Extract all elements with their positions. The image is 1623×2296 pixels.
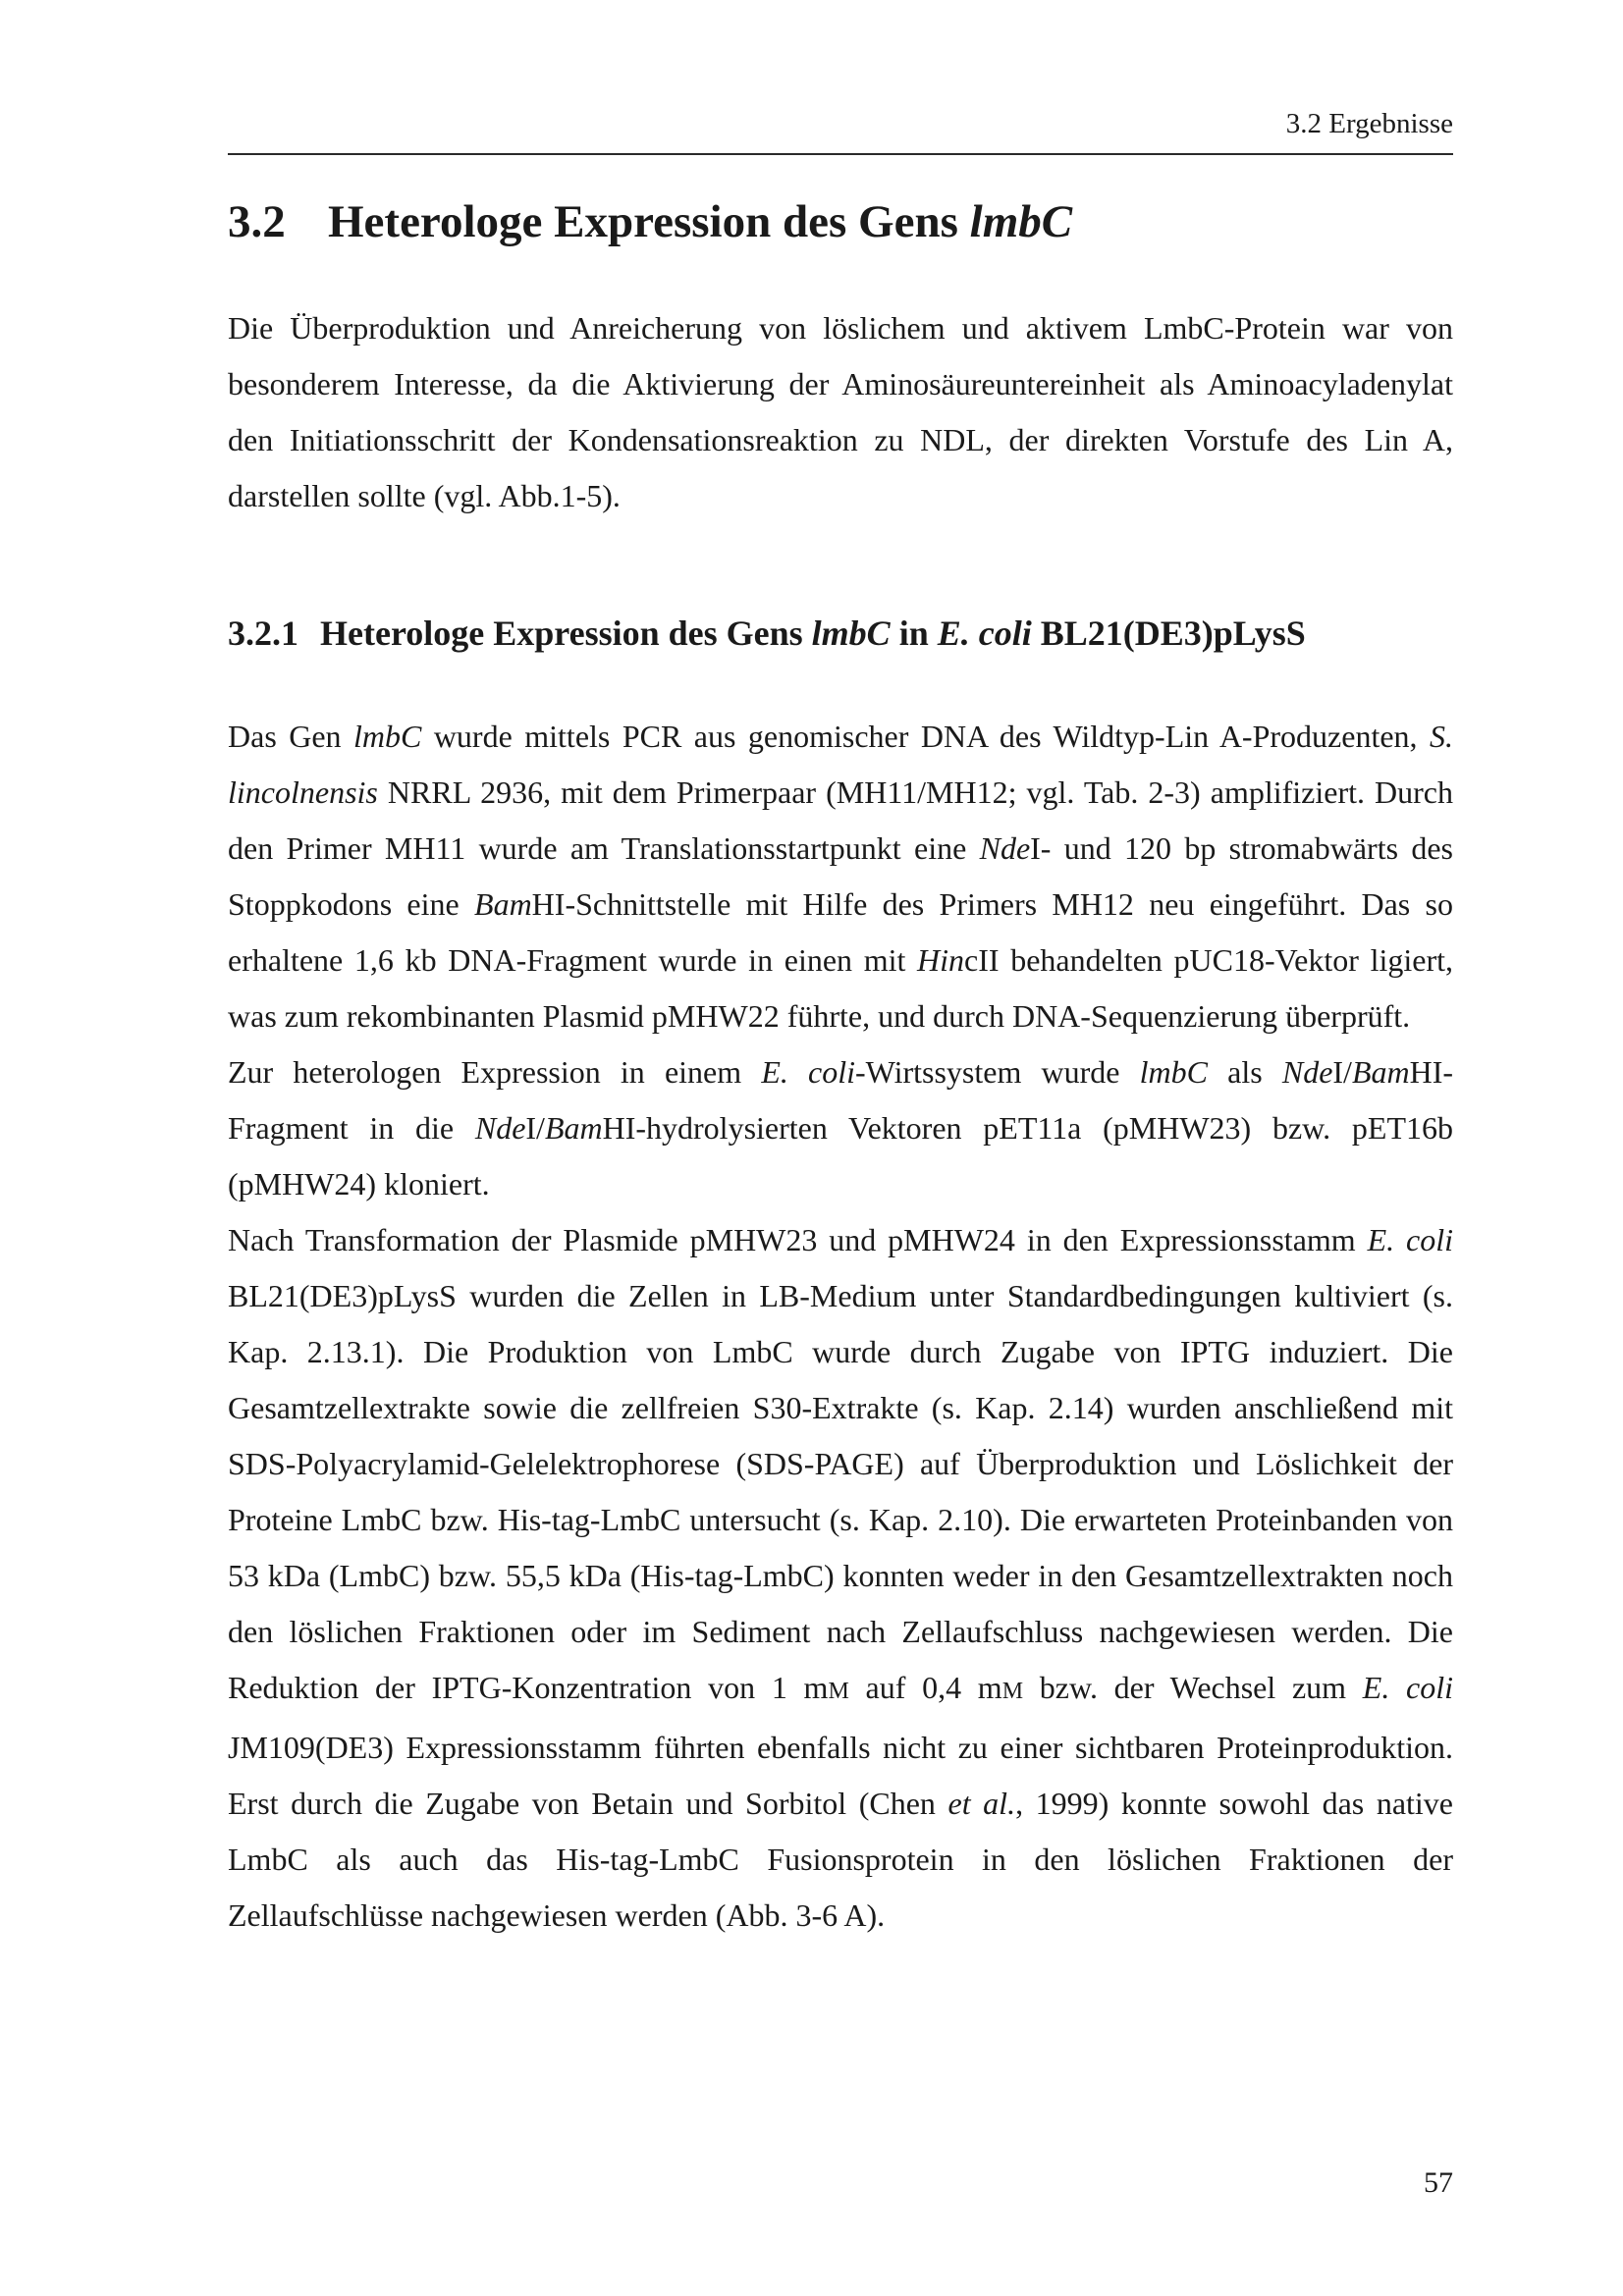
enzyme-name: Bam <box>1351 1054 1410 1090</box>
page-number: 57 <box>1424 2166 1453 2199</box>
running-header <box>228 106 1453 155</box>
body-text <box>228 709 1453 1944</box>
citation-etal: et al. <box>947 1786 1016 1821</box>
subsection-title-organism: E. coli <box>937 614 1032 653</box>
text-run: I/ <box>525 1110 545 1146</box>
paragraph-cloning <box>228 709 1453 1044</box>
section-title-gene: lmbC <box>969 196 1073 247</box>
text-run: Zur heterologen Expression in einem <box>228 1054 762 1090</box>
subsection-number: 3.2.1 <box>228 614 298 653</box>
text-run: I/ <box>1332 1054 1352 1090</box>
text-run: HI-Fragment in die <box>228 1054 1454 1146</box>
text-run: als <box>1207 1054 1282 1090</box>
text-run: Nach Transformation der Plasmide pMHW23 und pMHW24 in den Expressionsstamm <box>228 1222 1368 1257</box>
text-run: I- und 120 bp stromabwärts des Stoppkodons eine <box>228 830 1454 922</box>
organism-name: E. coli <box>1362 1670 1454 1705</box>
section-heading <box>228 192 1072 251</box>
enzyme-name: Hin <box>917 942 965 978</box>
unit-smallcap: M <box>828 1679 849 1704</box>
text-run: bzw. der Wechsel zum <box>1023 1670 1363 1705</box>
enzyme-name: Bam <box>544 1110 603 1146</box>
text-run: NRRL 2936, mit dem Primerpaar (MH11/MH12; vgl. Tab. 2-3) amplifiziert. Durch den Primer MH11 wurde am Translationsstartpunkt eine <box>228 774 1453 866</box>
running-title: 3.2 Ergebnisse <box>1285 108 1453 139</box>
gene-name: lmbC <box>1139 1054 1208 1090</box>
unit-smallcap: M <box>1001 1679 1024 1704</box>
paragraph-expression <box>228 1212 1453 1944</box>
subsection-heading <box>228 609 1306 658</box>
paragraph-subcloning <box>228 1044 1453 1212</box>
organism-name: E. coli <box>761 1054 855 1090</box>
subsection-title-part: Heterologe Expression des Gens <box>320 614 812 653</box>
subsection-title-gene: lmbC <box>811 614 891 653</box>
text-run: JM109(DE3) Expressionsstamm führten ebenfalls nicht zu einer sichtbaren Proteinproduktion. Erst durch die Zugabe von Betain und Sorbitol (Chen <box>228 1730 1453 1821</box>
enzyme-name: Bam <box>474 886 532 922</box>
subsection-title-part: in <box>890 614 938 653</box>
text-run: , 1999) konnte sowohl das native LmbC als auch das His-tag-LmbC Fusionsprotein in den löslichen Fraktionen der Zellaufschlüsse nachgewiesen werden (Abb. 3-6 A). <box>228 1786 1454 1933</box>
text-run: wurde mittels PCR aus genomischer DNA des Wildtyp-Lin A-Produzenten, <box>421 719 1431 754</box>
enzyme-name: Nde <box>474 1110 526 1146</box>
text-run: HI-Schnittstelle mit Hilfe des Primers MH12 neu eingeführt. Das so erhaltene 1,6 kb DNA-Fragment wurde in einen mit <box>228 886 1454 978</box>
text-run: BL21(DE3)pLysS wurden die Zellen in LB-Medium unter Standardbedingungen kultiviert (s. Kap. 2.13.1). Die Produktion von LmbC wurde durch Zugabe von IPTG induziert. Die Gesamtzellextrakte sowie die zellfreien S30-Extrakte (s. Kap. 2.14) wurden anschließend mit SDS-Polyacrylamid-Gelelektrophorese (SDS-PAGE) auf Überproduktion und Löslichkeit der Proteine LmbC bzw. His-tag-LmbC untersucht (s. Kap. 2.10). Die erwarteten Proteinbanden von 53 kDa (LmbC) bzw. 55,5 kDa (His-tag-LmbC) konnten weder in den Gesamtzellextrakten noch den löslichen Fraktionen oder im Sediment nach Zellaufschluss nachgewiesen werden. Die Reduktion der IPTG-Konzentration von 1 m <box>228 1278 1453 1705</box>
text-run: cII behandelten pUC18-Vektor ligiert, was zum rekombinanten Plasmid pMHW22 führte, und durch DNA-Sequenzierung überprüft. <box>228 942 1454 1034</box>
gene-name: lmbC <box>353 719 422 754</box>
intro-paragraph: Die Überproduktion und Anreicherung von löslichem und aktivem LmbC-Protein war von besonderem Interesse, da die Aktivierung der Aminosäureuntereinheit als Aminoacyladenylat den Initiationsschritt der Kondensationsreaktion zu NDL, der direkten Vorstufe des Lin A, darstellen sollte (vgl. Abb.1-5). <box>228 310 1453 513</box>
organism-name: S. lincolnensis <box>228 719 1454 810</box>
section-title: Heterologe Expression des Gens <box>328 196 970 247</box>
text-run: auf 0,4 m <box>848 1670 1002 1705</box>
enzyme-name: Nde <box>1281 1054 1333 1090</box>
text-run: -Wirtssystem wurde <box>855 1054 1140 1090</box>
text-run: Das Gen <box>228 719 354 754</box>
text-run: HI-hydrolysierten Vektoren pET11a (pMHW23) bzw. pET16b (pMHW24) kloniert. <box>228 1110 1454 1201</box>
enzyme-name: Nde <box>979 830 1031 866</box>
section-number: 3.2 <box>228 196 286 247</box>
organism-name: E. coli <box>1367 1222 1454 1257</box>
subsection-title-part: BL21(DE3)pLysS <box>1031 614 1306 653</box>
